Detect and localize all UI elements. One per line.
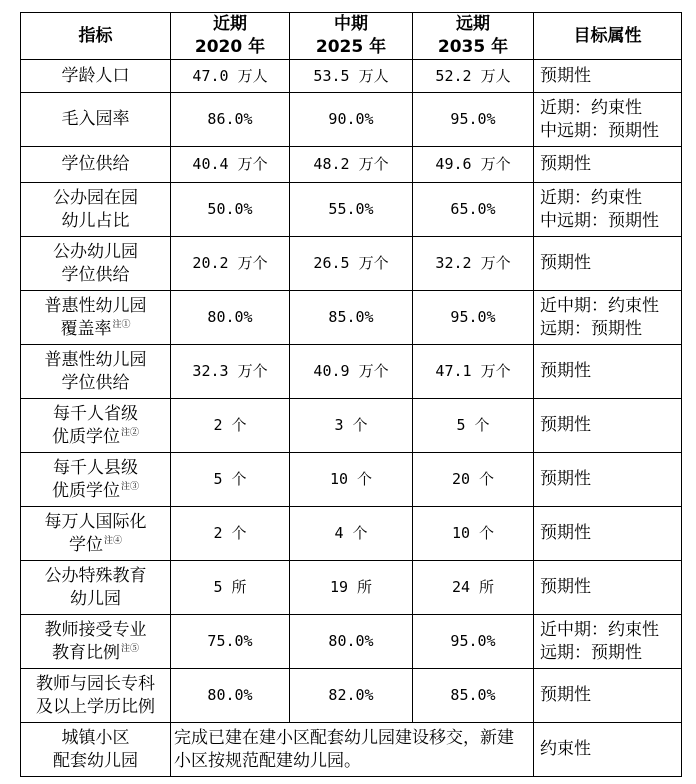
header-attribute: 目标属性: [534, 13, 682, 60]
value-2020: 80.0%: [171, 669, 290, 723]
footnote-marker: 注①: [112, 319, 131, 330]
merged-target-text: 完成已建在建小区配套幼儿园建设移交，新建 小区按规范配建幼儿园。: [171, 723, 534, 777]
target-attribute: 近中期：约束性 远期：预期性: [534, 291, 682, 345]
indicator-name: 公办特殊教育 幼儿园: [21, 561, 171, 615]
target-attribute: 预期性: [534, 237, 682, 291]
value-2035: 85.0%: [413, 669, 534, 723]
header-far: 远期 2035 年: [413, 13, 534, 60]
value-2035: 65.0%: [413, 183, 534, 237]
value-2025: 82.0%: [290, 669, 413, 723]
indicator-name: 公办幼儿园 学位供给: [21, 237, 171, 291]
value-2025: 40.9 万个: [290, 345, 413, 399]
indicator-name: 毛入园率: [21, 93, 171, 147]
table-row: [21, 561, 682, 615]
header-near: 近期 2020 年: [171, 13, 290, 60]
value-2025: 3 个: [290, 399, 413, 453]
value-2035: 47.1 万个: [413, 345, 534, 399]
table-row: [21, 291, 682, 345]
target-attribute: 预期性: [534, 507, 682, 561]
value-2020: 20.2 万个: [171, 237, 290, 291]
value-2025: 53.5 万人: [290, 60, 413, 93]
table-row: [21, 507, 682, 561]
footnote-marker: 注④: [103, 535, 122, 546]
value-2035: 95.0%: [413, 615, 534, 669]
value-2020: 80.0%: [171, 291, 290, 345]
indicator-name: 普惠性幼儿园 学位供给: [21, 345, 171, 399]
value-2035: 95.0%: [413, 93, 534, 147]
indicator-name: 每千人县级 优质学位$^{注③}$: [21, 453, 171, 507]
value-2020: 5 个: [171, 453, 290, 507]
value-2025: 10 个: [290, 453, 413, 507]
table-row: [21, 453, 682, 507]
header-row: [21, 13, 682, 60]
table-row: [21, 399, 682, 453]
value-2025: 26.5 万个: [290, 237, 413, 291]
value-2035: 10 个: [413, 507, 534, 561]
value-2020: 2 个: [171, 399, 290, 453]
value-2025: 48.2 万个: [290, 147, 413, 183]
footnote-marker: 注⑤: [120, 643, 139, 654]
table-row: [21, 60, 682, 93]
table-row: [21, 345, 682, 399]
table-row: [21, 93, 682, 147]
indicator-name: 城镇小区 配套幼儿园: [21, 723, 171, 777]
target-attribute: 预期性: [534, 345, 682, 399]
indicator-name: 每万人国际化 学位$^{注④}$: [21, 507, 171, 561]
value-2020: 32.3 万个: [171, 345, 290, 399]
header-mid: 中期 2025 年: [290, 13, 413, 60]
target-attribute: 近期：约束性 中远期：预期性: [534, 183, 682, 237]
value-2020: 5 所: [171, 561, 290, 615]
value-2025: 55.0%: [290, 183, 413, 237]
indicator-name: 普惠性幼儿园 覆盖率$^{注①}$: [21, 291, 171, 345]
value-2025: 80.0%: [290, 615, 413, 669]
table-row: [21, 669, 682, 723]
target-attribute: 预期性: [534, 453, 682, 507]
table-row: [21, 183, 682, 237]
table-row: [21, 723, 682, 777]
value-2035: 95.0%: [413, 291, 534, 345]
value-2020: 50.0%: [171, 183, 290, 237]
value-2020: 75.0%: [171, 615, 290, 669]
target-attribute: 预期性: [534, 147, 682, 183]
indicator-name: 学龄人口: [21, 60, 171, 93]
value-2035: 5 个: [413, 399, 534, 453]
value-2025: 90.0%: [290, 93, 413, 147]
value-2020: 47.0 万人: [171, 60, 290, 93]
value-2035: 52.2 万人: [413, 60, 534, 93]
table-row: [21, 237, 682, 291]
table-row: [21, 615, 682, 669]
target-attribute: 预期性: [534, 561, 682, 615]
value-2035: 32.2 万个: [413, 237, 534, 291]
target-attribute: 近中期：约束性 远期：预期性: [534, 615, 682, 669]
value-2035: 49.6 万个: [413, 147, 534, 183]
indicator-name: 教师与园长专科 及以上学历比例: [21, 669, 171, 723]
value-2025: 19 所: [290, 561, 413, 615]
value-2025: 4 个: [290, 507, 413, 561]
target-attribute: 预期性: [534, 60, 682, 93]
value-2025: 85.0%: [290, 291, 413, 345]
header-indicator: 指标: [21, 13, 171, 60]
value-2020: 40.4 万个: [171, 147, 290, 183]
footnote-marker: 注②: [120, 427, 139, 438]
indicator-table: [20, 12, 682, 777]
value-2035: 24 所: [413, 561, 534, 615]
table-row: [21, 147, 682, 183]
target-attribute: 约束性: [534, 723, 682, 777]
value-2020: 86.0%: [171, 93, 290, 147]
target-attribute: 近期：约束性 中远期：预期性: [534, 93, 682, 147]
value-2035: 20 个: [413, 453, 534, 507]
indicator-name: 学位供给: [21, 147, 171, 183]
indicator-name: 每千人省级 优质学位$^{注②}$: [21, 399, 171, 453]
target-attribute: 预期性: [534, 669, 682, 723]
footnote-marker: 注③: [120, 481, 139, 492]
target-attribute: 预期性: [534, 399, 682, 453]
indicator-name: 公办园在园 幼儿占比: [21, 183, 171, 237]
value-2020: 2 个: [171, 507, 290, 561]
indicator-name: 教师接受专业 教育比例$^{注⑤}$: [21, 615, 171, 669]
